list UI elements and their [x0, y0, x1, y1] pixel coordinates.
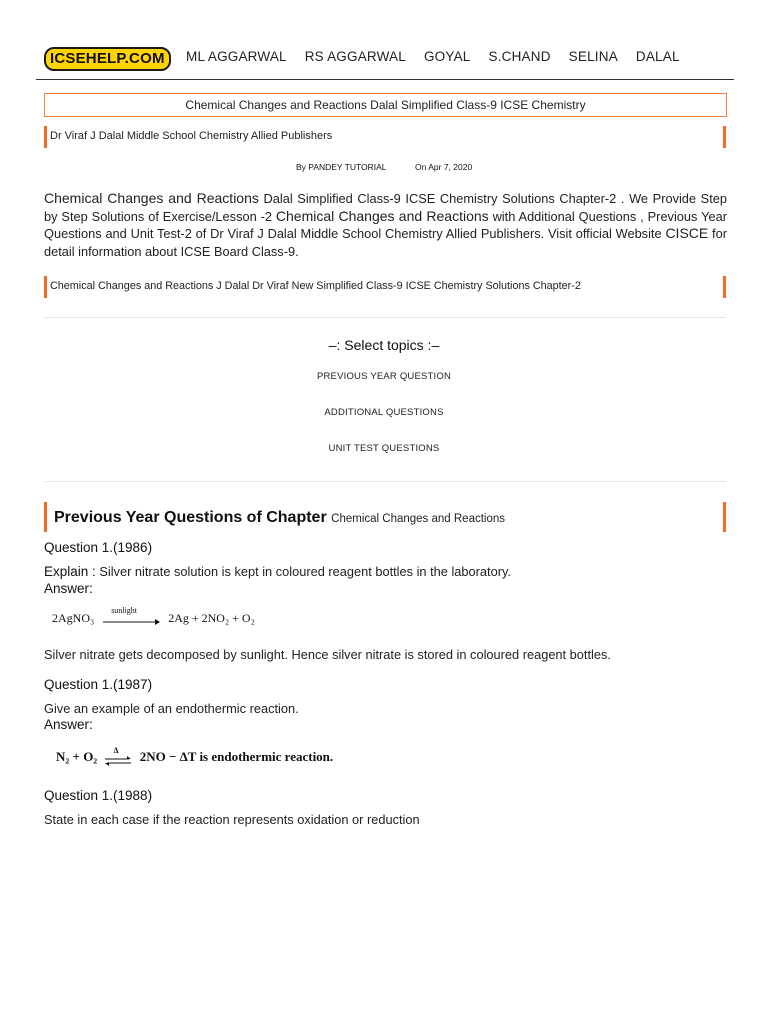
accent-bar-right — [723, 276, 726, 298]
accent-bar-right — [723, 126, 726, 148]
nav-goyal[interactable]: GOYAL — [423, 49, 471, 64]
topics-heading: –: Select topics :– — [328, 337, 440, 353]
answer-label: Answer: — [44, 717, 93, 732]
site-logo[interactable]: ICSEHELP.COM — [44, 47, 171, 71]
intro-text-1: Dalal Simplified Class-9 ICSE Chemistry Solutions Chapter-2 . We Provide Step by Step Solutions of Exercise/Lesson -2 — [44, 191, 727, 224]
divider — [44, 481, 726, 482]
accent-bar-right — [723, 502, 726, 532]
site-header — [0, 40, 768, 80]
section-chapter: Chemical Changes and Reactions — [331, 513, 506, 525]
equation-lhs: 2AgNO₃ — [52, 611, 95, 625]
question-prompt: Give an example of an endothermic reaction. — [44, 701, 299, 716]
author[interactable]: By PANDEY TUTORIAL — [296, 162, 387, 172]
topic-link-additional[interactable]: ADDITIONAL QUESTIONS — [324, 407, 444, 418]
answer-label: Answer: — [44, 581, 93, 596]
question-label: Question 1.(1987) — [44, 677, 153, 692]
post-date: On Apr 7, 2020 — [415, 162, 473, 172]
subtitle: Dr Viraf J Dalal Middle School Chemistry Allied Publishers — [50, 130, 333, 142]
equilibrium-arrow-icon — [103, 753, 133, 767]
intro-text-3: for detail information about ICSE Board Class-9. — [44, 226, 727, 259]
equation-rhs: 2Ag + 2NO₂ + O₂ — [168, 611, 255, 625]
answer-explanation: Silver nitrate gets decomposed by sunlight. Hence silver nitrate is stored in coloured reagent bottles. — [44, 647, 611, 662]
question-prompt — [44, 564, 511, 579]
subline-text: J Dalal Dr Viraf New Simplified Class-9 ICSE Chemistry Solutions Chapter-2 — [213, 280, 581, 292]
equation-endothermic — [56, 746, 334, 765]
subtitle-row — [44, 126, 726, 148]
intro-text-2: with Additional Questions , Previous Year Questions and Unit Test-2 of Dr Viraf J Dalal Middle School Chemistry Allied Publishers. Visit official Website — [44, 208, 727, 241]
intro-highlight-2: Chemical Changes and Reactions — [275, 207, 489, 224]
nav-selina[interactable]: SELINA — [568, 49, 618, 64]
divider — [44, 317, 726, 318]
accent-bar-left — [44, 126, 47, 148]
question-label: Question 1.(1988) — [44, 788, 153, 803]
arrow-condition: Δ — [113, 746, 119, 756]
page-title: Chemical Changes and Reactions Dalal Simplified Class-9 ICSE Chemistry — [44, 93, 727, 117]
right-arrow-icon — [101, 614, 161, 628]
intro-highlight-1: Chemical Changes and Reactions — [44, 190, 259, 206]
nav-ml-aggarwal[interactable]: ML AGGARWAL — [186, 49, 287, 64]
accent-bar-left — [44, 276, 47, 298]
prompt-text: Silver nitrate solution is kept in coloured reagent bottles in the laboratory. — [95, 564, 511, 579]
question-label: Question 1.(1986) — [44, 540, 153, 555]
topic-link-previous-year[interactable]: PREVIOUS YEAR QUESTION — [316, 371, 452, 382]
prompt-lead: Explain : — [44, 564, 96, 579]
section-title-text: Previous Year Questions of Chapter — [54, 509, 327, 526]
nav-schand[interactable]: S.CHAND — [488, 49, 551, 64]
main-nav — [186, 49, 698, 64]
equation-silver-nitrate — [52, 606, 255, 626]
accent-bar-left — [44, 502, 47, 532]
intro-paragraph — [44, 190, 727, 260]
subline — [50, 280, 581, 292]
cisce-link[interactable]: CISCE — [665, 225, 709, 241]
topic-link-unit-test[interactable]: UNIT TEST QUESTIONS — [328, 443, 440, 454]
section-heading — [44, 502, 726, 532]
arrow-condition: sunlight — [111, 606, 137, 616]
subline-highlight: Chemical Changes and Reactions — [50, 280, 214, 292]
section-title — [54, 509, 505, 527]
header-divider — [36, 79, 734, 80]
nav-dalal[interactable]: DALAL — [635, 49, 680, 64]
question-prompt: State in each case if the reaction represents oxidation or reduction — [44, 812, 420, 827]
equation-lhs: N₂ + O₂ — [56, 749, 98, 764]
subline-row — [44, 276, 726, 298]
nav-rs-aggarwal[interactable]: RS AGGARWAL — [304, 49, 406, 64]
equilibrium-arrow — [103, 746, 133, 765]
reaction-arrow — [101, 606, 161, 626]
equation-rhs: 2NO − ΔT is endothermic reaction. — [139, 749, 334, 764]
